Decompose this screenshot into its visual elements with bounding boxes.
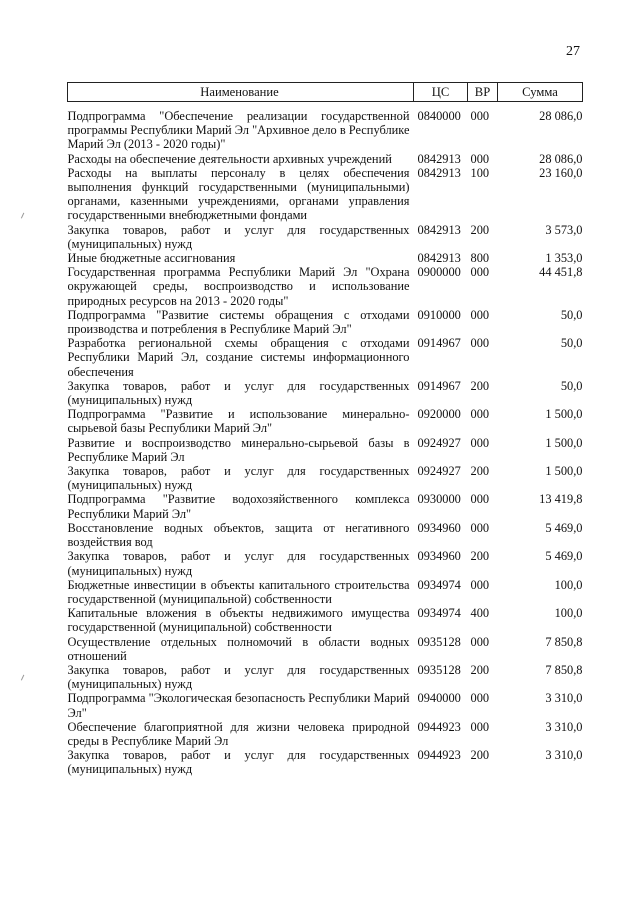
- row-name: Подпрограмма "Экологическая безопасность Республики Марий Эл": [67, 691, 410, 720]
- row-vr: 000: [470, 577, 490, 592]
- row-cs: 0934960: [417, 549, 461, 564]
- table-body: [68, 102, 583, 777]
- row-sum: 3 310,0: [545, 748, 583, 763]
- row-sum: 3 310,0: [545, 691, 583, 706]
- row-cs: 0940000: [417, 691, 461, 706]
- row-sum: 28 086,0: [539, 109, 583, 123]
- table-row: [68, 691, 583, 719]
- row-sum: 100,0: [554, 577, 583, 592]
- row-name: Расходы на обеспечение деятельности архивных учреждений: [67, 151, 392, 166]
- row-cs: 0914967: [417, 336, 461, 351]
- table-row: [68, 436, 583, 464]
- row-vr: 000: [470, 520, 490, 535]
- row-name: Закупка товаров, работ и услуг для государственных (муниципальных) нужд: [67, 222, 410, 251]
- row-vr: 200: [470, 662, 490, 677]
- row-vr: 100: [470, 165, 490, 180]
- row-cs: 0842913: [417, 251, 461, 266]
- table-row: [68, 251, 583, 265]
- table-row: [68, 492, 583, 520]
- row-cs: 0842913: [417, 222, 461, 237]
- header-sum: Сумма: [498, 83, 583, 102]
- row-name: Государственная программа Республики Марий Эл "Охрана окружающей среды, воспроизводство и использование природных ресурсов на 2013 - 2020 годы": [67, 265, 410, 308]
- scan-mark: [21, 213, 26, 220]
- budget-table: [67, 82, 583, 777]
- table-row: [68, 379, 583, 407]
- row-name: Расходы на выплаты персоналу в целях обеспечения выполнения функций государственными (муниципальными) органами, казенными учреждениями, органами управления государственными внебюджетными фондами: [67, 165, 410, 223]
- header-cs: ЦС: [414, 83, 468, 102]
- row-cs: 0920000: [417, 407, 461, 422]
- row-cs: 0842913: [417, 151, 461, 166]
- row-vr: 000: [470, 151, 490, 166]
- row-name: Капитальные вложения в объекты недвижимого имущества государственной (муниципальной) собственности: [67, 606, 410, 635]
- row-vr: 200: [470, 549, 490, 564]
- table-row: [68, 578, 583, 606]
- row-name: Развитие и воспроизводство минерально-сырьевой базы в Республике Марий Эл: [67, 435, 410, 464]
- row-name: Закупка товаров, работ и услуг для государственных (муниципальных) нужд: [67, 662, 410, 692]
- row-sum: 100,0: [554, 606, 583, 621]
- row-name: Закупка товаров, работ и услуг для государственных (муниципальных) нужд: [67, 378, 410, 408]
- page-number: 27: [566, 44, 580, 59]
- row-sum: 1 500,0: [545, 407, 583, 422]
- row-vr: 800: [470, 251, 490, 266]
- row-cs: 0944923: [417, 719, 461, 734]
- row-vr: 000: [470, 407, 490, 422]
- row-cs: 0914967: [417, 378, 461, 393]
- row-vr: 000: [470, 492, 490, 507]
- row-name: Восстановление водных объектов, защита от негативного воздействия вод: [67, 520, 410, 550]
- row-sum: 5 469,0: [545, 520, 583, 535]
- row-cs: 0934960: [417, 520, 461, 535]
- table-row: [68, 663, 583, 691]
- row-vr: 000: [470, 109, 490, 123]
- row-sum: 3 310,0: [545, 719, 583, 734]
- row-sum: 50,0: [560, 307, 583, 322]
- table-row: [68, 336, 583, 379]
- row-vr: 200: [470, 378, 490, 393]
- row-vr: 200: [470, 748, 490, 763]
- row-sum: 50,0: [560, 336, 583, 351]
- row-sum: 1 500,0: [545, 464, 583, 479]
- row-cs: 0934974: [417, 577, 461, 592]
- row-cs: 0934974: [417, 606, 461, 621]
- row-name: Подпрограмма "Развитие водохозяйственного комплекса Республики Марий Эл": [67, 492, 410, 521]
- row-vr: 200: [470, 464, 490, 479]
- table-row: [68, 635, 583, 663]
- table-header-row: [68, 83, 583, 102]
- row-sum: 1 500,0: [545, 435, 583, 450]
- table-row: [68, 223, 583, 251]
- row-vr: 000: [470, 719, 490, 734]
- row-name: Подпрограмма "Развитие системы обращения с отходами производства и потребления в Республике Марий Эл": [67, 307, 410, 337]
- row-cs: 0930000: [417, 492, 461, 507]
- row-sum: 7 850,8: [545, 634, 583, 649]
- table-row: [68, 407, 583, 435]
- header-name: Наименование: [68, 83, 414, 102]
- row-vr: 000: [470, 336, 490, 351]
- row-sum: 23 160,0: [539, 165, 583, 180]
- row-cs: 0935128: [417, 662, 461, 677]
- row-name: Подпрограмма "Обеспечение реализации государственной программы Республики Марий Эл "Архивное дело в Республике Марий Эл (2013 - 2020 годы)": [67, 109, 410, 152]
- row-sum: 7 850,8: [545, 662, 583, 677]
- table-row: [68, 308, 583, 336]
- row-vr: 000: [470, 634, 490, 649]
- row-sum: 3 573,0: [545, 222, 583, 237]
- row-name: Бюджетные инвестиции в объекты капитального строительства государственной (муниципальной) собственности: [67, 577, 410, 606]
- table-row: [68, 748, 583, 776]
- row-cs: 0842913: [417, 165, 461, 180]
- row-vr: 000: [470, 265, 490, 280]
- row-sum: 13 419,8: [539, 492, 583, 507]
- row-name: Разработка региональной схемы обращения с отходами Республики Марий Эл, создание системы информационного обеспечения: [67, 336, 410, 379]
- table-row: [68, 102, 583, 152]
- row-name: Осуществление отдельных полномочий в области водных отношений: [67, 634, 410, 663]
- row-sum: 44 451,8: [539, 265, 583, 280]
- scan-mark: [21, 675, 26, 682]
- table-row: [68, 464, 583, 492]
- table-row: [68, 521, 583, 549]
- row-name: Закупка товаров, работ и услуг для государственных (муниципальных) нужд: [67, 748, 410, 777]
- row-name: Закупка товаров, работ и услуг для государственных (муниципальных) нужд: [67, 549, 410, 578]
- table-row: [68, 265, 583, 308]
- table-row: [68, 152, 583, 166]
- row-cs: 0910000: [417, 307, 461, 322]
- row-cs: 0924927: [417, 435, 461, 450]
- row-vr: 000: [470, 691, 490, 706]
- row-cs: 0924927: [417, 464, 461, 479]
- row-cs: 0900000: [417, 265, 461, 280]
- row-name: Подпрограмма "Развитие и использование минерально-сырьевой базы Республики Марий Эл": [67, 407, 410, 436]
- table-row: [68, 166, 583, 223]
- row-vr: 000: [470, 307, 490, 322]
- row-sum: 1 353,0: [545, 251, 583, 266]
- row-cs: 0944923: [417, 748, 461, 763]
- table-row: [68, 606, 583, 634]
- table-row: [68, 549, 583, 577]
- row-name: Иные бюджетные ассигнования: [67, 251, 236, 266]
- row-name: Закупка товаров, работ и услуг для государственных (муниципальных) нужд: [67, 464, 410, 493]
- row-sum: 50,0: [560, 378, 583, 393]
- row-vr: 400: [470, 606, 490, 621]
- row-vr: 000: [470, 435, 490, 450]
- row-vr: 200: [470, 222, 490, 237]
- row-sum: 28 086,0: [539, 151, 583, 166]
- row-name: Обеспечение благоприятной для жизни человека природной среды в Республике Марий Эл: [67, 719, 410, 748]
- row-cs: 0840000: [417, 109, 461, 123]
- row-sum: 5 469,0: [545, 549, 583, 564]
- header-vr: ВР: [468, 83, 498, 102]
- table-row: [68, 720, 583, 748]
- row-cs: 0935128: [417, 634, 461, 649]
